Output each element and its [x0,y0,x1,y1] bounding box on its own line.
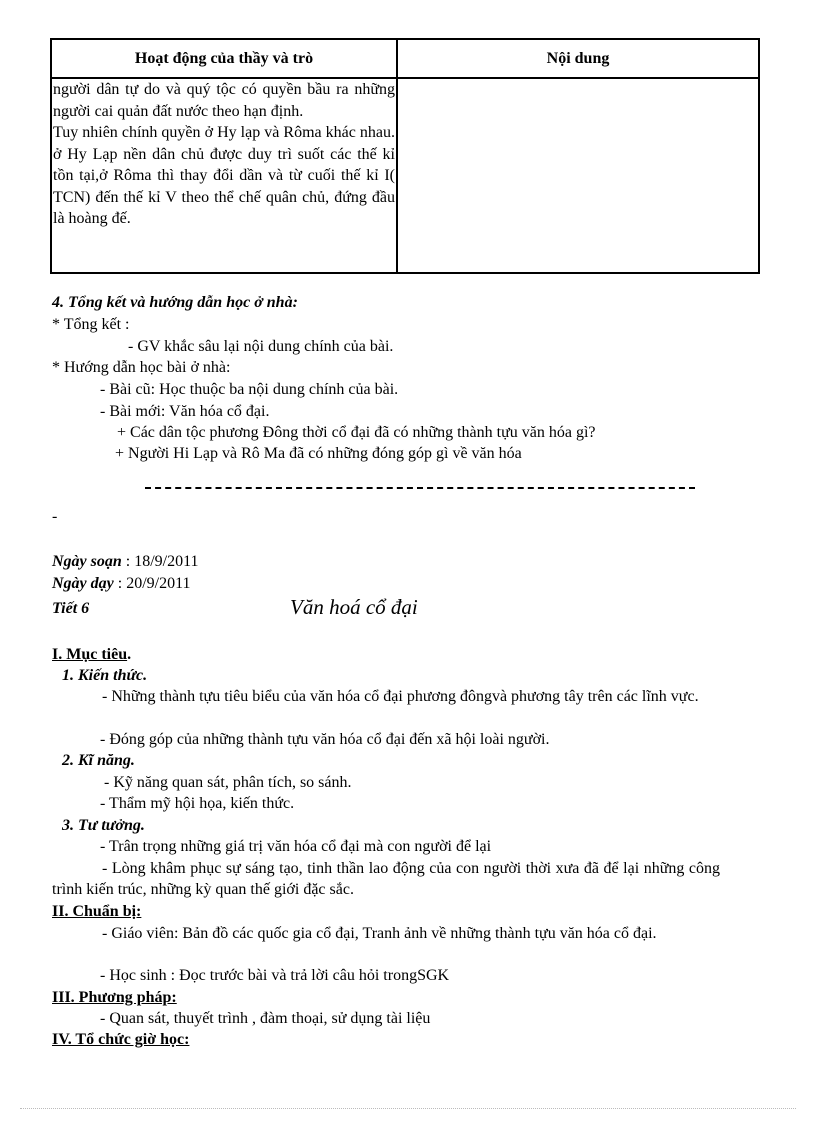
baicu-item: - Bài cũ: Học thuộc ba nội dung chính của bài. [100,381,399,398]
method-heading: III. Phương pháp: [52,989,177,1006]
content-cell [398,79,758,272]
header-content: Nội dung [546,49,610,67]
content-table [50,38,760,274]
tutuong-heading: 3. Tư tưởng. [62,817,145,834]
ngay-day [52,574,191,594]
stray-dash: - [52,508,58,525]
kinang-item-2: - Thẩm mỹ hội họa, kiến thức. [100,795,295,812]
preparation-heading: II. Chuẩn bị: [52,903,142,920]
objectives-heading [52,645,131,665]
objectives-heading-dot: . [127,646,132,663]
kinang-item-1: - Kỹ năng quan sát, phân tích, so sánh. [104,774,352,791]
preparation-teacher [52,923,720,944]
method-item: - Quan sát, thuyết trình , đàm thoại, sử dụng tài liệu [100,1010,431,1027]
lesson-title: Văn hoá cổ đại [290,595,418,619]
organization-heading: IV. Tổ chức giờ học: [52,1031,190,1048]
question-1: + Các dân tộc phương Đông thời cổ đại đã có những thành tựu văn hóa gì? [117,424,596,441]
page-bottom-border [20,1108,796,1109]
kinang-heading: 2. Kĩ năng. [62,752,135,769]
summary-heading: 4. Tổng kết và hướng dẫn học ở nhà: [52,294,298,311]
table-header-row [52,40,758,79]
ngay-soan-label: Ngày soạn [52,553,122,570]
kienthuc-item-1 [52,686,720,707]
tongket-item: - GV khắc sâu lại nội dung chính của bài. [128,338,394,355]
ngay-soan-value: : 18/9/2011 [121,553,199,570]
activities-para-1: người dân tự do và quý tộc có quyền bầu ra những người cai quản đất nước theo hạn định. [53,81,395,120]
tutuong-item-1: - Trân trọng những giá trị văn hóa cổ đại mà con người để lại [100,838,492,855]
separator-dashes [145,487,695,489]
kienthuc-heading: 1. Kiến thức. [62,667,148,684]
activities-cell [52,79,398,272]
kienthuc-item-1-text: - Những thành tựu tiêu biểu của văn hóa cổ đại phương đôngvà phương tây trên các lĩnh vực. [102,688,699,705]
ngay-soan [52,552,199,572]
kienthuc-item-2: - Đóng góp của những thành tựu văn hóa cổ đại đến xã hội loài người. [100,731,550,748]
question-2: + Người Hi Lạp và Rô Ma đã có những đóng góp gì về văn hóa [115,445,522,462]
objectives-heading-text: I. Mục tiêu [52,646,128,663]
preparation-teacher-text: - Giáo viên: Bản đồ các quốc gia cổ đại, Tranh ảnh về những thành tựu văn hóa cổ đại. [102,925,657,942]
table-row [52,79,758,272]
huongdan-label: * Hướng dẫn học bài ở nhà: [52,359,231,376]
ngay-day-label: Ngày dạy [52,575,114,592]
tongket-label: * Tổng kết : [52,316,130,333]
activities-para-2: Tuy nhiên chính quyền ở Hy lạp và Rôma khác nhau. ở Hy Lạp nền dân chủ được duy trì suốt các thế kỉ tồn tại,ở Rôma thì thay đổi dần và từ cuối thế kỉ I( TCN) đến thế kỉ V theo thể chế quân chủ, đứng đầu là hoàng đế. [53,124,395,227]
tiet-label: Tiết 6 [52,600,90,617]
preparation-student: - Học sinh : Đọc trước bài và trả lời câu hỏi trongSGK [100,967,450,984]
tutuong-item-2-text: - Lòng khâm phục sự sáng tạo, tinh thần lao động của con người thời xưa đã để lại những công trình kiến trúc, những kỳ quan thế giới đặc sắc. [52,860,720,898]
ngay-day-value: : 20/9/2011 [113,575,191,592]
tutuong-item-2 [52,858,720,900]
baimoi-item: - Bài mới: Văn hóa cổ đại. [100,403,270,420]
header-activities: Hoạt động của thầy và trò [52,40,398,77]
